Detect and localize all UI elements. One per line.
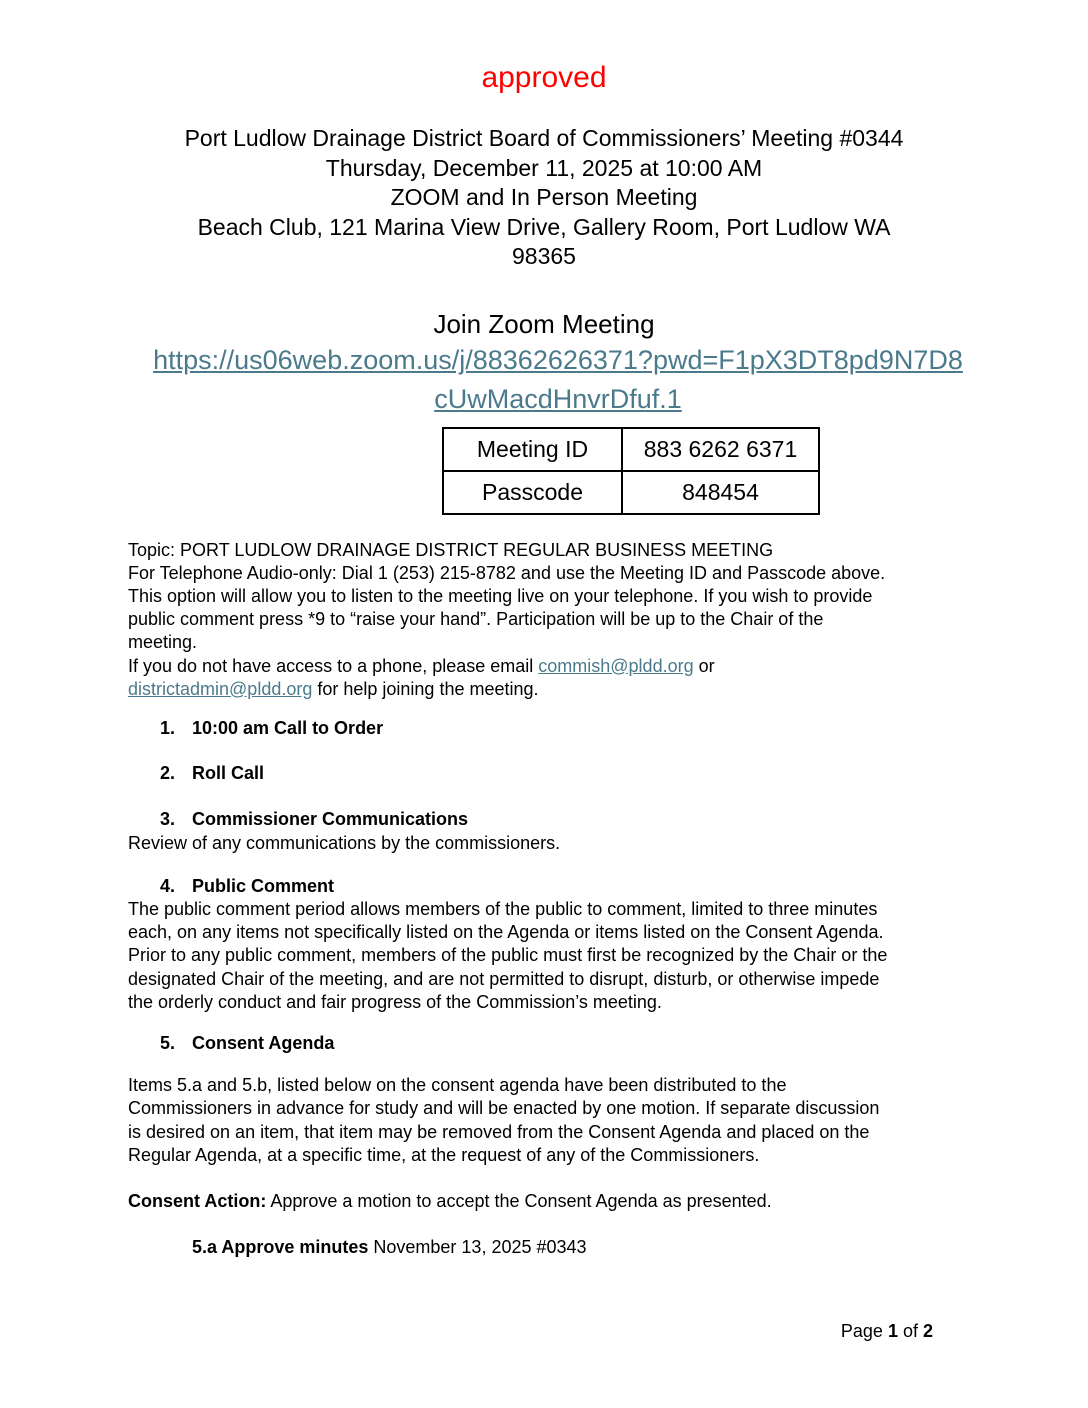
item-title: Consent Agenda: [192, 1032, 335, 1053]
meeting-id-value: 883 6262 6371: [622, 428, 819, 471]
meeting-info-block: [128, 539, 988, 701]
item-title: Public Comment: [192, 875, 335, 896]
item-number: 4.: [160, 875, 176, 896]
consent-agenda-body: [128, 1074, 988, 1167]
body-line: Prior to any public comment, members of the public must first be recognized by the Chair or the: [128, 945, 888, 966]
item-title: Roll Call: [192, 763, 265, 784]
sub-item-label: 5.a Approve minutes: [192, 1237, 369, 1258]
page-number-footer: [841, 1320, 933, 1342]
body-line: Items 5.a and 5.b, listed below on the consent agenda have been distributed to the: [128, 1075, 787, 1096]
meeting-format: ZOOM and In Person Meeting: [390, 184, 698, 210]
email-help-or: or: [693, 655, 715, 676]
option-text-line: public comment press *9 to “raise your hand”. Participation will be up to the Chair of the: [128, 609, 824, 630]
meeting-location: Beach Club, 121 Marina View Drive, Gallery Room, Port Ludlow WA: [197, 213, 891, 240]
body-line: each, on any items not specifically listed on the Agenda or items listed on the Consent Agenda.: [128, 922, 884, 943]
item-title: Commissioner Communications: [192, 809, 469, 830]
body-line: Regular Agenda, at a specific time, at the request of any of the Commissioners.: [128, 1144, 760, 1165]
commish-email-link[interactable]: commish@pldd.org: [538, 655, 694, 676]
footer-page-total: 2: [922, 1321, 933, 1341]
join-zoom-heading: Join Zoom Meeting: [433, 308, 655, 339]
document-header: [128, 124, 960, 272]
body-line: the orderly conduct and fair progress of the Commission’s meeting.: [128, 991, 662, 1012]
sub-item-approve-minutes: [128, 1236, 988, 1259]
approved-stamp: approved: [481, 61, 607, 94]
option-text-line: This option will allow you to listen to the meeting live on your telephone. If you wish to provide: [128, 585, 873, 606]
footer-prefix: Page: [840, 1321, 888, 1341]
zoom-link-container: [151, 341, 966, 419]
meeting-title: Port Ludlow Drainage District Board of Commissioners’ Meeting #0344: [184, 125, 904, 151]
meeting-id-label: Meeting ID: [443, 428, 622, 471]
zoom-credentials-table: [442, 427, 820, 515]
body-line: is desired on an item, that item may be removed from the Consent Agenda and placed on the: [128, 1121, 870, 1142]
table-row-meeting-id: [443, 428, 819, 471]
public-comment-body: [128, 898, 988, 1014]
passcode-label: Passcode: [443, 471, 622, 514]
zoom-meeting-link[interactable]: https://us06web.zoom.us/j/88362626371?pwd=F1pX3DT8pd9N7D8cUwMacdHnvrDfuf.1: [153, 344, 963, 414]
item-title: 10:00 am Call to Order: [192, 717, 384, 738]
item-number: 5.: [160, 1032, 176, 1053]
sub-item-text: November 13, 2025 #0343: [368, 1237, 587, 1258]
consent-action-label: Consent Action:: [128, 1190, 267, 1211]
option-text-line: meeting.: [128, 632, 198, 653]
table-row-passcode: [443, 471, 819, 514]
consent-action-text: Approve a motion to accept the Consent Agenda as presented.: [266, 1190, 772, 1211]
body-line: Commissioners in advance for study and will be enacted by one motion. If separate discussion: [128, 1098, 880, 1119]
consent-action-line: [128, 1190, 988, 1213]
topic-line: Topic: PORT LUDLOW DRAINAGE DISTRICT REGULAR BUSINESS MEETING: [128, 539, 774, 560]
passcode-value: 848454: [622, 471, 819, 514]
email-help-line: [128, 678, 988, 701]
email-help-prefix: If you do not have access to a phone, please email: [128, 655, 539, 676]
email-help-line: [128, 655, 988, 678]
email-help-suffix: for help joining the meeting.: [312, 678, 539, 699]
districtadmin-email-link[interactable]: districtadmin@pldd.org: [128, 678, 313, 699]
item-number: 1.: [160, 717, 176, 738]
footer-of: of: [897, 1321, 923, 1341]
commissioner-communications-body: Review of any communications by the commissioners.: [128, 832, 561, 853]
item-number: 2.: [160, 763, 176, 784]
phone-audio-line: For Telephone Audio-only: Dial 1 (253) 215-8782 and use the Meeting ID and Passcode above.: [128, 562, 886, 583]
agenda-item-commissioner-communications: [128, 808, 988, 831]
agenda-item-consent-agenda: [128, 1032, 988, 1055]
body-line: designated Chair of the meeting, and are not permitted to disrupt, disturb, or otherwise impede: [128, 968, 880, 989]
agenda-item-public-comment: [128, 875, 988, 898]
meeting-datetime: Thursday, December 11, 2025 at 10:00 AM: [325, 154, 763, 181]
body-line: The public comment period allows members of the public to comment, limited to three minutes: [128, 898, 878, 919]
meeting-zip: 98365: [512, 243, 576, 269]
agenda-item-call-to-order: [128, 717, 988, 740]
agenda-item-roll-call: [128, 762, 988, 785]
footer-page-current: 1: [887, 1321, 898, 1341]
item-number: 3.: [160, 809, 176, 830]
